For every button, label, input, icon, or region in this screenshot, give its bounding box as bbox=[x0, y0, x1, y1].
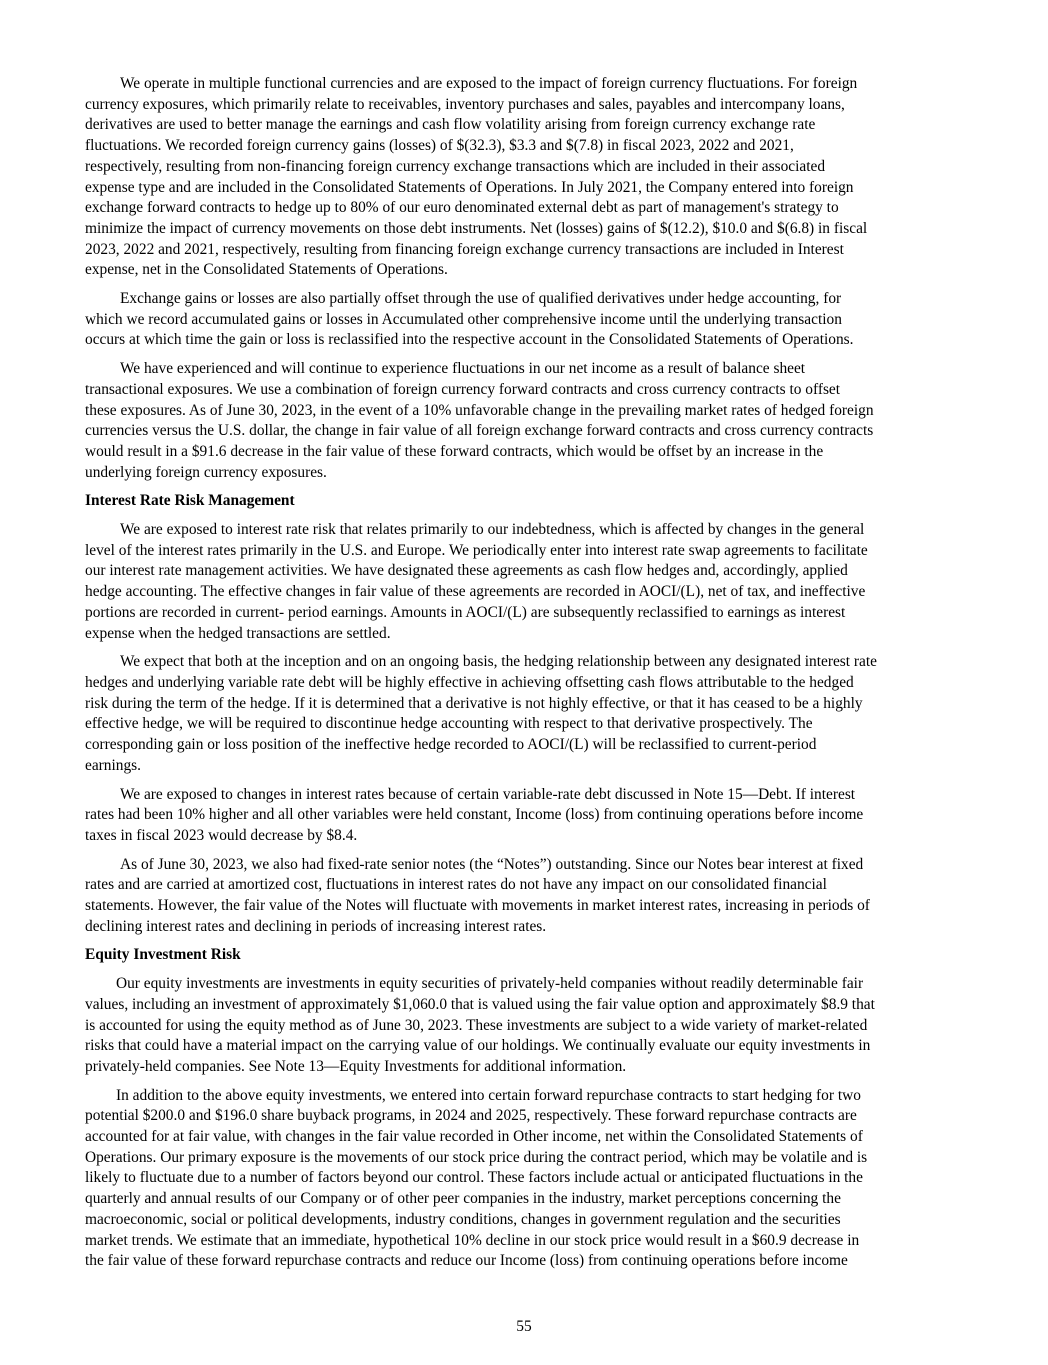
text-line: expense, net in the Consolidated Statements of Operations. bbox=[85, 261, 448, 279]
text-line: In addition to the above equity investments, we entered into certain forward repurchase contracts to start hedging for two bbox=[116, 1086, 861, 1104]
text-line: taxes in fiscal 2023 would decrease by $8.4. bbox=[85, 826, 358, 844]
paragraph bbox=[85, 359, 975, 483]
text-line: corresponding gain or loss position of the ineffective hedge recorded to AOCI/(L) will be reclassified to current-period bbox=[85, 736, 817, 754]
text-line: risk during the term of the hedge. If it is determined that a derivative is not highly effective, or that it has ceased to be a highly bbox=[85, 694, 863, 712]
text-line: these exposures. As of June 30, 2023, in the event of a 10% unfavorable change in the prevailing market rates of hedged foreign bbox=[85, 401, 874, 419]
text-line: We expect that both at the inception and on an ongoing basis, the hedging relationship between any designated interest rate bbox=[120, 653, 877, 671]
text-line: accounted for at fair value, with changes in the fair value recorded in Other income, net within the Consolidated Statements of bbox=[85, 1128, 863, 1146]
text-line: We operate in multiple functional currencies and are exposed to the impact of foreign currency fluctuations. For foreign bbox=[120, 75, 858, 92]
text-line: Our equity investments are investments in equity securities of privately-held companies without readily determinable fair bbox=[116, 975, 864, 993]
text-line: We are exposed to interest rate risk that relates primarily to our indebtedness, which is affected by changes in the general bbox=[120, 521, 865, 539]
text-line: We have experienced and will continue to experience fluctuations in our net income as a result of balance sheet bbox=[120, 360, 806, 378]
text-line: As of June 30, 2023, we also had fixed-rate senior notes (the “Notes”) outstanding. Since our Notes bear interest at fixed bbox=[120, 855, 864, 873]
text-line: underlying foreign currency exposures. bbox=[85, 463, 327, 481]
text-line: minimize the impact of currency movements on those debt instruments. Net (losses) gains of $(12.2), $10.0 and $(6.8) in fiscal bbox=[85, 219, 868, 237]
text-line: hedge accounting. The effective changes in fair value of these agreements are recorded in AOCI/(L), net of tax, and ineffective bbox=[85, 583, 866, 601]
foreign-currency-section bbox=[85, 74, 975, 483]
text-line: level of the interest rates primarily in the U.S. and Europe. We periodically enter into interest rate swap agreements to facilitate bbox=[85, 541, 868, 559]
text-line: expense when the hedged transactions are settled. bbox=[85, 624, 391, 642]
text-line: currencies versus the U.S. dollar, the change in fair value of all foreign exchange forward contracts and cross currency contracts bbox=[85, 422, 874, 440]
text-line: derivatives are used to better manage the earnings and cash flow volatility arising from foreign currency exchange rate bbox=[85, 116, 816, 134]
text-line: rates had been 10% higher and all other variables were held constant, Income (loss) from continuing operations before income bbox=[85, 806, 864, 824]
paragraph bbox=[85, 974, 975, 1078]
text-line: hedges and underlying variable rate debt will be highly effective in achieving offsetting cash flows attributable to the hedged bbox=[85, 673, 854, 691]
text-line: effective hedge, we will be required to discontinue hedge accounting with respect to that derivative prospectively. The bbox=[85, 715, 813, 733]
text-line: likely to fluctuate due to a number of factors beyond our control. These factors include actual or anticipated fluctuations in the bbox=[85, 1169, 863, 1187]
paragraph bbox=[85, 855, 975, 938]
text-line: market trends. We estimate that an immediate, hypothetical 10% decline in our stock price would result in a $60.9 decrease in bbox=[85, 1231, 860, 1249]
text-line: transactional exposures. We use a combination of foreign currency forward contracts and cross currency contracts to offset bbox=[85, 380, 841, 398]
text-line: quarterly and annual results of our Company or of other peer companies in the industry, market perceptions concerning the bbox=[85, 1190, 841, 1208]
heading-equity-investment-risk: Equity Investment Risk bbox=[85, 946, 241, 964]
paragraph bbox=[85, 652, 975, 776]
page-number: 55 bbox=[516, 1318, 532, 1335]
text-line: portions are recorded in current- period earnings. Amounts in AOCI/(L) are subsequently reclassified to earnings as interest bbox=[85, 603, 846, 621]
text-line: the fair value of these forward repurchase contracts and reduce our Income (loss) from continuing operations before income bbox=[85, 1252, 848, 1270]
interest-rate-section bbox=[85, 520, 975, 937]
text-line: exchange forward contracts to hedge up to 80% of our euro denominated external debt as part of management's strategy to bbox=[85, 199, 839, 217]
text-line: currency exposures, which primarily relate to receivables, inventory purchases and sales, payables and intercompany loans, bbox=[85, 95, 845, 113]
text-line: macroeconomic, social or political developments, industry conditions, changes in government regulation and the securities bbox=[85, 1210, 841, 1228]
text-line: privately-held companies. See Note 13—Equity Investments for additional information. bbox=[85, 1057, 627, 1075]
text-line: We are exposed to changes in interest rates because of certain variable-rate debt discussed in Note 15—Debt. If interest bbox=[120, 785, 856, 803]
text-line: potential $200.0 and $196.0 share buyback programs, in 2024 and 2025, respectively. These forward repurchase contracts are bbox=[85, 1107, 857, 1125]
text-line: statements. However, the fair value of the Notes will fluctuate with movements in market interest rates, increasing in periods of bbox=[85, 897, 870, 915]
text-line: respectively, resulting from non-financing foreign currency exchange transactions which are included in their associated bbox=[85, 157, 826, 175]
paragraph bbox=[85, 1086, 975, 1272]
paragraph bbox=[85, 520, 975, 644]
heading-interest-rate-risk: Interest Rate Risk Management bbox=[85, 492, 295, 510]
text-line: 2023, 2022 and 2021, respectively, resulting from financing foreign exchange currency transactions are included in Interest bbox=[85, 240, 844, 258]
equity-investment-section bbox=[85, 974, 975, 1272]
document-page bbox=[85, 74, 975, 1280]
text-line: expense type and are included in the Consolidated Statements of Operations. In July 2021, the Company entered into foreign bbox=[85, 178, 854, 196]
text-line: earnings. bbox=[85, 756, 141, 774]
paragraph bbox=[85, 74, 975, 281]
text-line: rates and are carried at amortized cost, fluctuations in interest rates do not have any impact on our consolidated financial bbox=[85, 876, 827, 894]
text-line: Exchange gains or losses are also partially offset through the use of qualified derivatives under hedge accounting, for bbox=[120, 290, 842, 308]
text-line: is accounted for using the equity method as of June 30, 2023. These investments are subject to a wide variety of market-related bbox=[85, 1016, 868, 1034]
text-line: declining interest rates and declining in periods of increasing interest rates. bbox=[85, 917, 547, 935]
text-line: risks that could have a material impact on the carrying value of our holdings. We continually evaluate our equity investments in bbox=[85, 1037, 871, 1055]
text-line: fluctuations. We recorded foreign currency gains (losses) of $(32.3), $3.3 and $(7.8) in fiscal 2023, 2022 and 2021, bbox=[85, 137, 794, 155]
paragraph bbox=[85, 289, 975, 351]
text-line: values, including an investment of approximately $1,060.0 that is valued using the fair value option and approximately $8.9 that bbox=[85, 995, 875, 1013]
text-line: our interest rate management activities. We have designated these agreements as cash flow hedges and, accordingly, applied bbox=[85, 562, 848, 580]
text-line: would result in a $91.6 decrease in the fair value of these forward contracts, which would be offset by an increase in the bbox=[85, 442, 824, 460]
paragraph bbox=[85, 785, 975, 847]
text-line: Operations. Our primary exposure is the movements of our stock price during the contract period, which may be volatile and is bbox=[85, 1148, 868, 1166]
text-line: occurs at which time the gain or loss is reclassified into the respective account in the Consolidated Statements of Operations. bbox=[85, 331, 854, 349]
text-line: which we record accumulated gains or losses in Accumulated other comprehensive income until the underlying transaction bbox=[85, 310, 842, 328]
